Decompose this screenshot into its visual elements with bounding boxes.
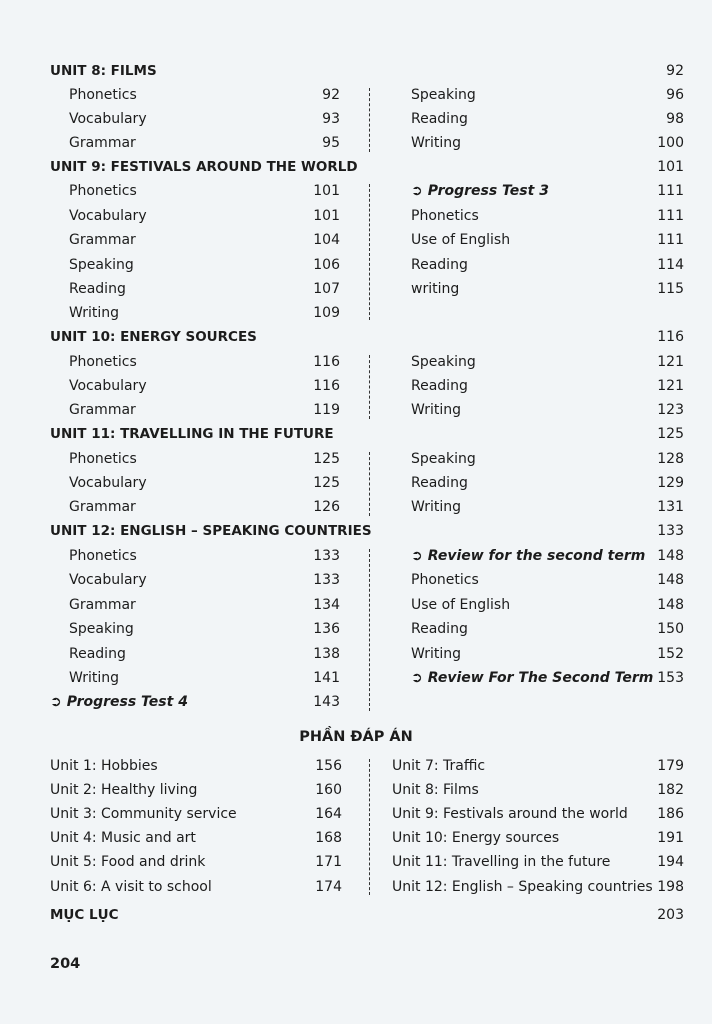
contents-page: 203: [657, 907, 684, 923]
unit-title: UNIT 12: ENGLISH – SPEAKING COUNTRIES: [50, 523, 372, 539]
toc-item: Reading: [411, 378, 468, 394]
toc-item: Reading: [411, 257, 468, 273]
toc-item: Speaking: [411, 451, 476, 467]
unit-page: 101: [657, 159, 684, 175]
toc-item: Phonetics: [69, 451, 137, 467]
toc-page-num: 114: [657, 257, 684, 273]
answer-page: 179: [657, 758, 684, 774]
toc-item: Speaking: [411, 354, 476, 370]
toc-page-num: 116: [313, 378, 340, 394]
answer-page: 182: [657, 782, 684, 798]
toc-item: Speaking: [69, 257, 134, 273]
unit-title: UNIT 11: TRAVELLING IN THE FUTURE: [50, 426, 334, 442]
toc-item: Review for the second term: [427, 548, 646, 564]
toc-page-num: 100: [657, 135, 684, 151]
answer-item: Unit 11: Travelling in the future: [392, 854, 611, 870]
toc-page-num: 126: [313, 499, 340, 515]
answer-page: 186: [657, 806, 684, 822]
toc-item: Phonetics: [69, 183, 137, 199]
answer-item: Unit 8: Films: [392, 782, 479, 798]
toc-item: Reading: [69, 281, 126, 297]
answer-item: Unit 7: Traffic: [392, 758, 486, 774]
answer-item: Unit 6: A visit to school: [50, 879, 212, 895]
arrow-icon: ➲: [411, 183, 423, 199]
unit-page: 133: [657, 523, 684, 539]
toc-item: Writing: [69, 670, 119, 686]
toc-page-num: 109: [313, 305, 340, 321]
toc-item: Reading: [69, 646, 126, 662]
toc-page-num: 141: [313, 670, 340, 686]
toc-page-num: 92: [322, 87, 340, 103]
toc-page-num: 93: [322, 111, 340, 127]
toc-item: Vocabulary: [69, 572, 147, 588]
toc-page-num: 111: [657, 232, 684, 248]
toc-item: Writing: [411, 646, 461, 662]
toc-item: Phonetics: [411, 572, 479, 588]
toc-item: Reading: [411, 621, 468, 637]
toc-item: Grammar: [69, 135, 136, 151]
toc-item: Use of English: [411, 232, 511, 248]
answer-item: Unit 4: Music and art: [50, 830, 196, 846]
toc-item: Grammar: [69, 402, 136, 418]
toc-page-num: 133: [313, 572, 340, 588]
toc-page-num: 134: [313, 597, 340, 613]
toc-item: Speaking: [411, 87, 476, 103]
toc-item: Grammar: [69, 597, 136, 613]
answer-item: Unit 2: Healthy living: [50, 782, 198, 798]
toc-item: Grammar: [69, 232, 136, 248]
toc-item: Vocabulary: [69, 378, 147, 394]
toc-item: Progress Test 4: [66, 694, 188, 710]
toc-page-num: 101: [313, 183, 340, 199]
toc-item: Reading: [411, 475, 468, 491]
toc-page-num: 129: [657, 475, 684, 491]
answer-page: 160: [315, 782, 342, 798]
toc-page-num: 123: [657, 402, 684, 418]
toc-page-num: 98: [666, 111, 684, 127]
toc-page-num: 96: [666, 87, 684, 103]
unit-title: UNIT 10: ENERGY SOURCES: [50, 329, 257, 345]
column-divider: [369, 355, 370, 419]
toc-page-num: 152: [657, 646, 684, 662]
toc-item: Writing: [411, 499, 461, 515]
answer-page: 168: [315, 830, 342, 846]
answer-page: 191: [657, 830, 684, 846]
answer-page: 174: [315, 879, 342, 895]
answer-item: Unit 1: Hobbies: [50, 758, 158, 774]
toc-item: Reading: [411, 111, 468, 127]
answer-item: Unit 9: Festivals around the world: [392, 806, 628, 822]
unit-title: UNIT 8: FILMS: [50, 63, 157, 79]
answer-item: Unit 5: Food and drink: [50, 854, 206, 870]
toc-item: writing: [411, 281, 460, 297]
toc-item: Vocabulary: [69, 208, 147, 224]
toc-page-num: 138: [313, 646, 340, 662]
arrow-icon: ➲: [50, 694, 62, 710]
column-divider: [369, 759, 370, 895]
column-divider: [369, 88, 370, 152]
toc-item: Vocabulary: [69, 111, 147, 127]
toc-page-num: 148: [657, 572, 684, 588]
toc-item: Writing: [411, 402, 461, 418]
page-number: 204: [50, 956, 81, 972]
toc-item: Phonetics: [69, 354, 137, 370]
toc-item: Speaking: [69, 621, 134, 637]
unit-page: 116: [657, 329, 684, 345]
toc-page-num: 121: [657, 354, 684, 370]
toc-page-num: 104: [313, 232, 340, 248]
unit-title: UNIT 9: FESTIVALS AROUND THE WORLD: [50, 159, 358, 175]
toc-item: Vocabulary: [69, 475, 147, 491]
answer-page: 164: [315, 806, 342, 822]
toc-page-num: 111: [657, 208, 684, 224]
toc-page-num: 116: [313, 354, 340, 370]
answer-page: 194: [657, 854, 684, 870]
toc-item: Phonetics: [69, 87, 137, 103]
column-divider: [369, 184, 370, 320]
toc-page-num: 133: [313, 548, 340, 564]
toc-page-num: 115: [657, 281, 684, 297]
toc-item: Writing: [69, 305, 119, 321]
toc-page-num: 121: [657, 378, 684, 394]
column-divider: [369, 452, 370, 516]
review-second-term-link: [411, 547, 645, 565]
toc-page-num: 136: [313, 621, 340, 637]
toc-page-num: 107: [313, 281, 340, 297]
toc-item: Use of English: [411, 597, 511, 613]
review-second-term-test-link: [411, 669, 653, 687]
answer-item: Unit 12: English – Speaking countries: [392, 879, 653, 895]
unit-page: 92: [666, 63, 684, 79]
toc-page-num: 125: [313, 451, 340, 467]
toc-item: Progress Test 3: [427, 183, 549, 199]
answers-heading: PHẦN ĐÁP ÁN: [299, 729, 413, 745]
toc-page-num: 128: [657, 451, 684, 467]
answer-page: 171: [315, 854, 342, 870]
toc-item: Phonetics: [411, 208, 479, 224]
answer-page: 156: [315, 758, 342, 774]
toc-item: Review For The Second Term: [427, 670, 654, 686]
arrow-icon: ➲: [411, 548, 423, 564]
toc-page-num: 119: [313, 402, 340, 418]
progress-test-3-link: [411, 182, 549, 200]
toc-page-num: 153: [657, 670, 684, 686]
column-divider: [369, 549, 370, 711]
toc-page-num: 148: [657, 597, 684, 613]
toc-item: Phonetics: [69, 548, 137, 564]
progress-test-4-link: [50, 693, 188, 711]
answer-page: 198: [657, 879, 684, 895]
toc-page-num: 101: [313, 208, 340, 224]
toc-page-num: 111: [657, 183, 684, 199]
answer-item: Unit 10: Energy sources: [392, 830, 560, 846]
toc-page-num: 143: [313, 694, 340, 710]
toc-page-num: 150: [657, 621, 684, 637]
toc-page-num: 95: [322, 135, 340, 151]
arrow-icon: ➲: [411, 670, 423, 686]
toc-item: Grammar: [69, 499, 136, 515]
toc-page-num: 148: [657, 548, 684, 564]
unit-page: 125: [657, 426, 684, 442]
answer-item: Unit 3: Community service: [50, 806, 237, 822]
toc-page-num: 131: [657, 499, 684, 515]
toc-page-num: 125: [313, 475, 340, 491]
toc-item: Writing: [411, 135, 461, 151]
contents-title: MỤC LỤC: [50, 907, 119, 923]
toc-page-num: 106: [313, 257, 340, 273]
